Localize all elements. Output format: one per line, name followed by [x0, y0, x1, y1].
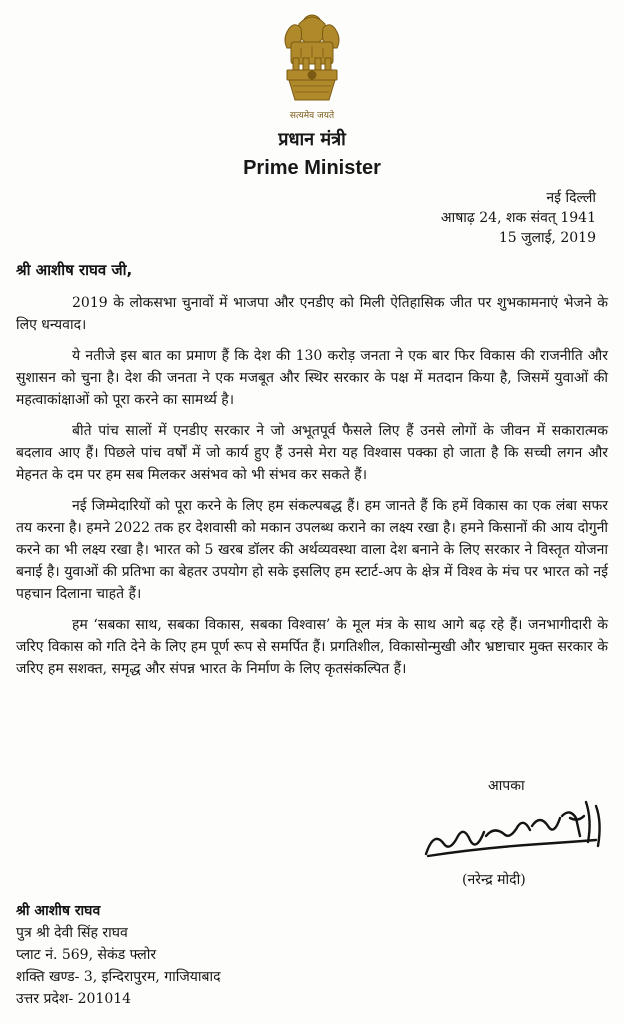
paragraph: बीते पांच सालों में एनडीए सरकार ने जो अभूतपूर्व फैसले लिए हैं उनसे लोगों के जीवन में सकारात्मक बदलाव आए हैं। पिछले पांच वर्षों में जो कार्य हुए हैं उनसे मेरा यह विश्वास पक्का हो जाता है कि सच्ची लगन और मेहनत के दम पर हम सब मिलकर असंभव को भी संभव कर सकते हैं।	[16, 423, 608, 483]
paragraph: 2019 के लोकसभा चुनावों में भाजपा और एनडीए को मिली ऐतिहासिक जीत पर शुभकामनाएं भेजने के लिए धन्यवाद।	[16, 295, 608, 333]
address-line: उत्तर प्रदेश- 201014	[16, 991, 132, 1007]
recipient-address	[16, 900, 221, 1010]
office-title-hindi: प्रधान मंत्री	[278, 129, 346, 150]
office-title-english: Prime Minister	[243, 157, 381, 179]
address-line: प्लाट नं. 569, सेकंड फ्लोर	[16, 947, 157, 963]
letter-body	[16, 292, 608, 689]
closing: आपका	[488, 778, 525, 794]
paragraph: नई जिम्मेदारियों को पूरा करने के लिए हम संकल्पबद्ध हैं। हम जानते हैं कि हमें विकास का एक लंबा सफर तय करना है। हमने 2022 तक हर देशवासी को मकान उपलब्ध कराने का लक्ष्य रखा है। हमने किसानों की आय दोगुनी करने का भी लक्ष्य रखा है। भारत को 5 खरब डॉलर की अर्थव्यवस्था वाला देश बनाने के लिए सरकार ने विस्तृत योजना बनाई है। युवाओं की प्रतिभा का बेहतर उपयोग हो सके इसलिए हम स्टार्ट-अप के क्षेत्र में विश्व के मंच पर भारत को नई पहचान दिलाना चाहते हैं।	[16, 498, 608, 602]
national-emblem-icon	[279, 8, 345, 106]
paragraph: हम ‘सबका साथ, सबका विकास, सबका विश्वास’ के मूल मंत्र के साथ आगे बढ़ रहे हैं। जनभागीदारी के जरिए विकास को गति देने के लिए हम पूर्ण रूप से समर्पित हैं। प्रगतिशील, विकासोन्मुखी और भ्रष्टाचार मुक्त सरकार के जरिए हम सशक्त, समृद्ध और संपन्न भारत के निर्माण के लिए कृतसंकल्पित हैं।	[16, 617, 608, 677]
handwritten-signature-icon	[420, 796, 620, 868]
date-line: 15 जुलाई, 2019	[498, 230, 596, 246]
recipient-name: श्री आशीष राघव	[16, 903, 101, 919]
address-line: शक्ति खण्ड- 3, इन्दिरापुरम, गाजियाबाद	[16, 969, 221, 985]
signer-name: (नरेन्द्र मोदी)	[462, 872, 526, 888]
salutation: श्री आशीष राघव जी,	[16, 261, 133, 279]
address-line: पुत्र श्री देवी सिंह राघव	[16, 925, 128, 941]
place-line: नई दिल्ली	[546, 190, 596, 206]
paragraph: ये नतीजे इस बात का प्रमाण हैं कि देश की 130 करोड़ जनता ने एक बार फिर विकास की राजनीति और सुशासन को चुना है। देश की जनता ने एक मजबूत और स्थिर सरकार के पक्ष में मतदान किया है, जिसमें युवाओं की महत्वाकांक्षाओं को पूरा करने का सामर्थ्य है।	[16, 348, 608, 408]
emblem-motto: सत्यमेव जयते	[289, 111, 335, 121]
saka-date-line: आषाढ़ 24, शक संवत् 1941	[440, 210, 596, 226]
place-and-date	[441, 188, 596, 248]
